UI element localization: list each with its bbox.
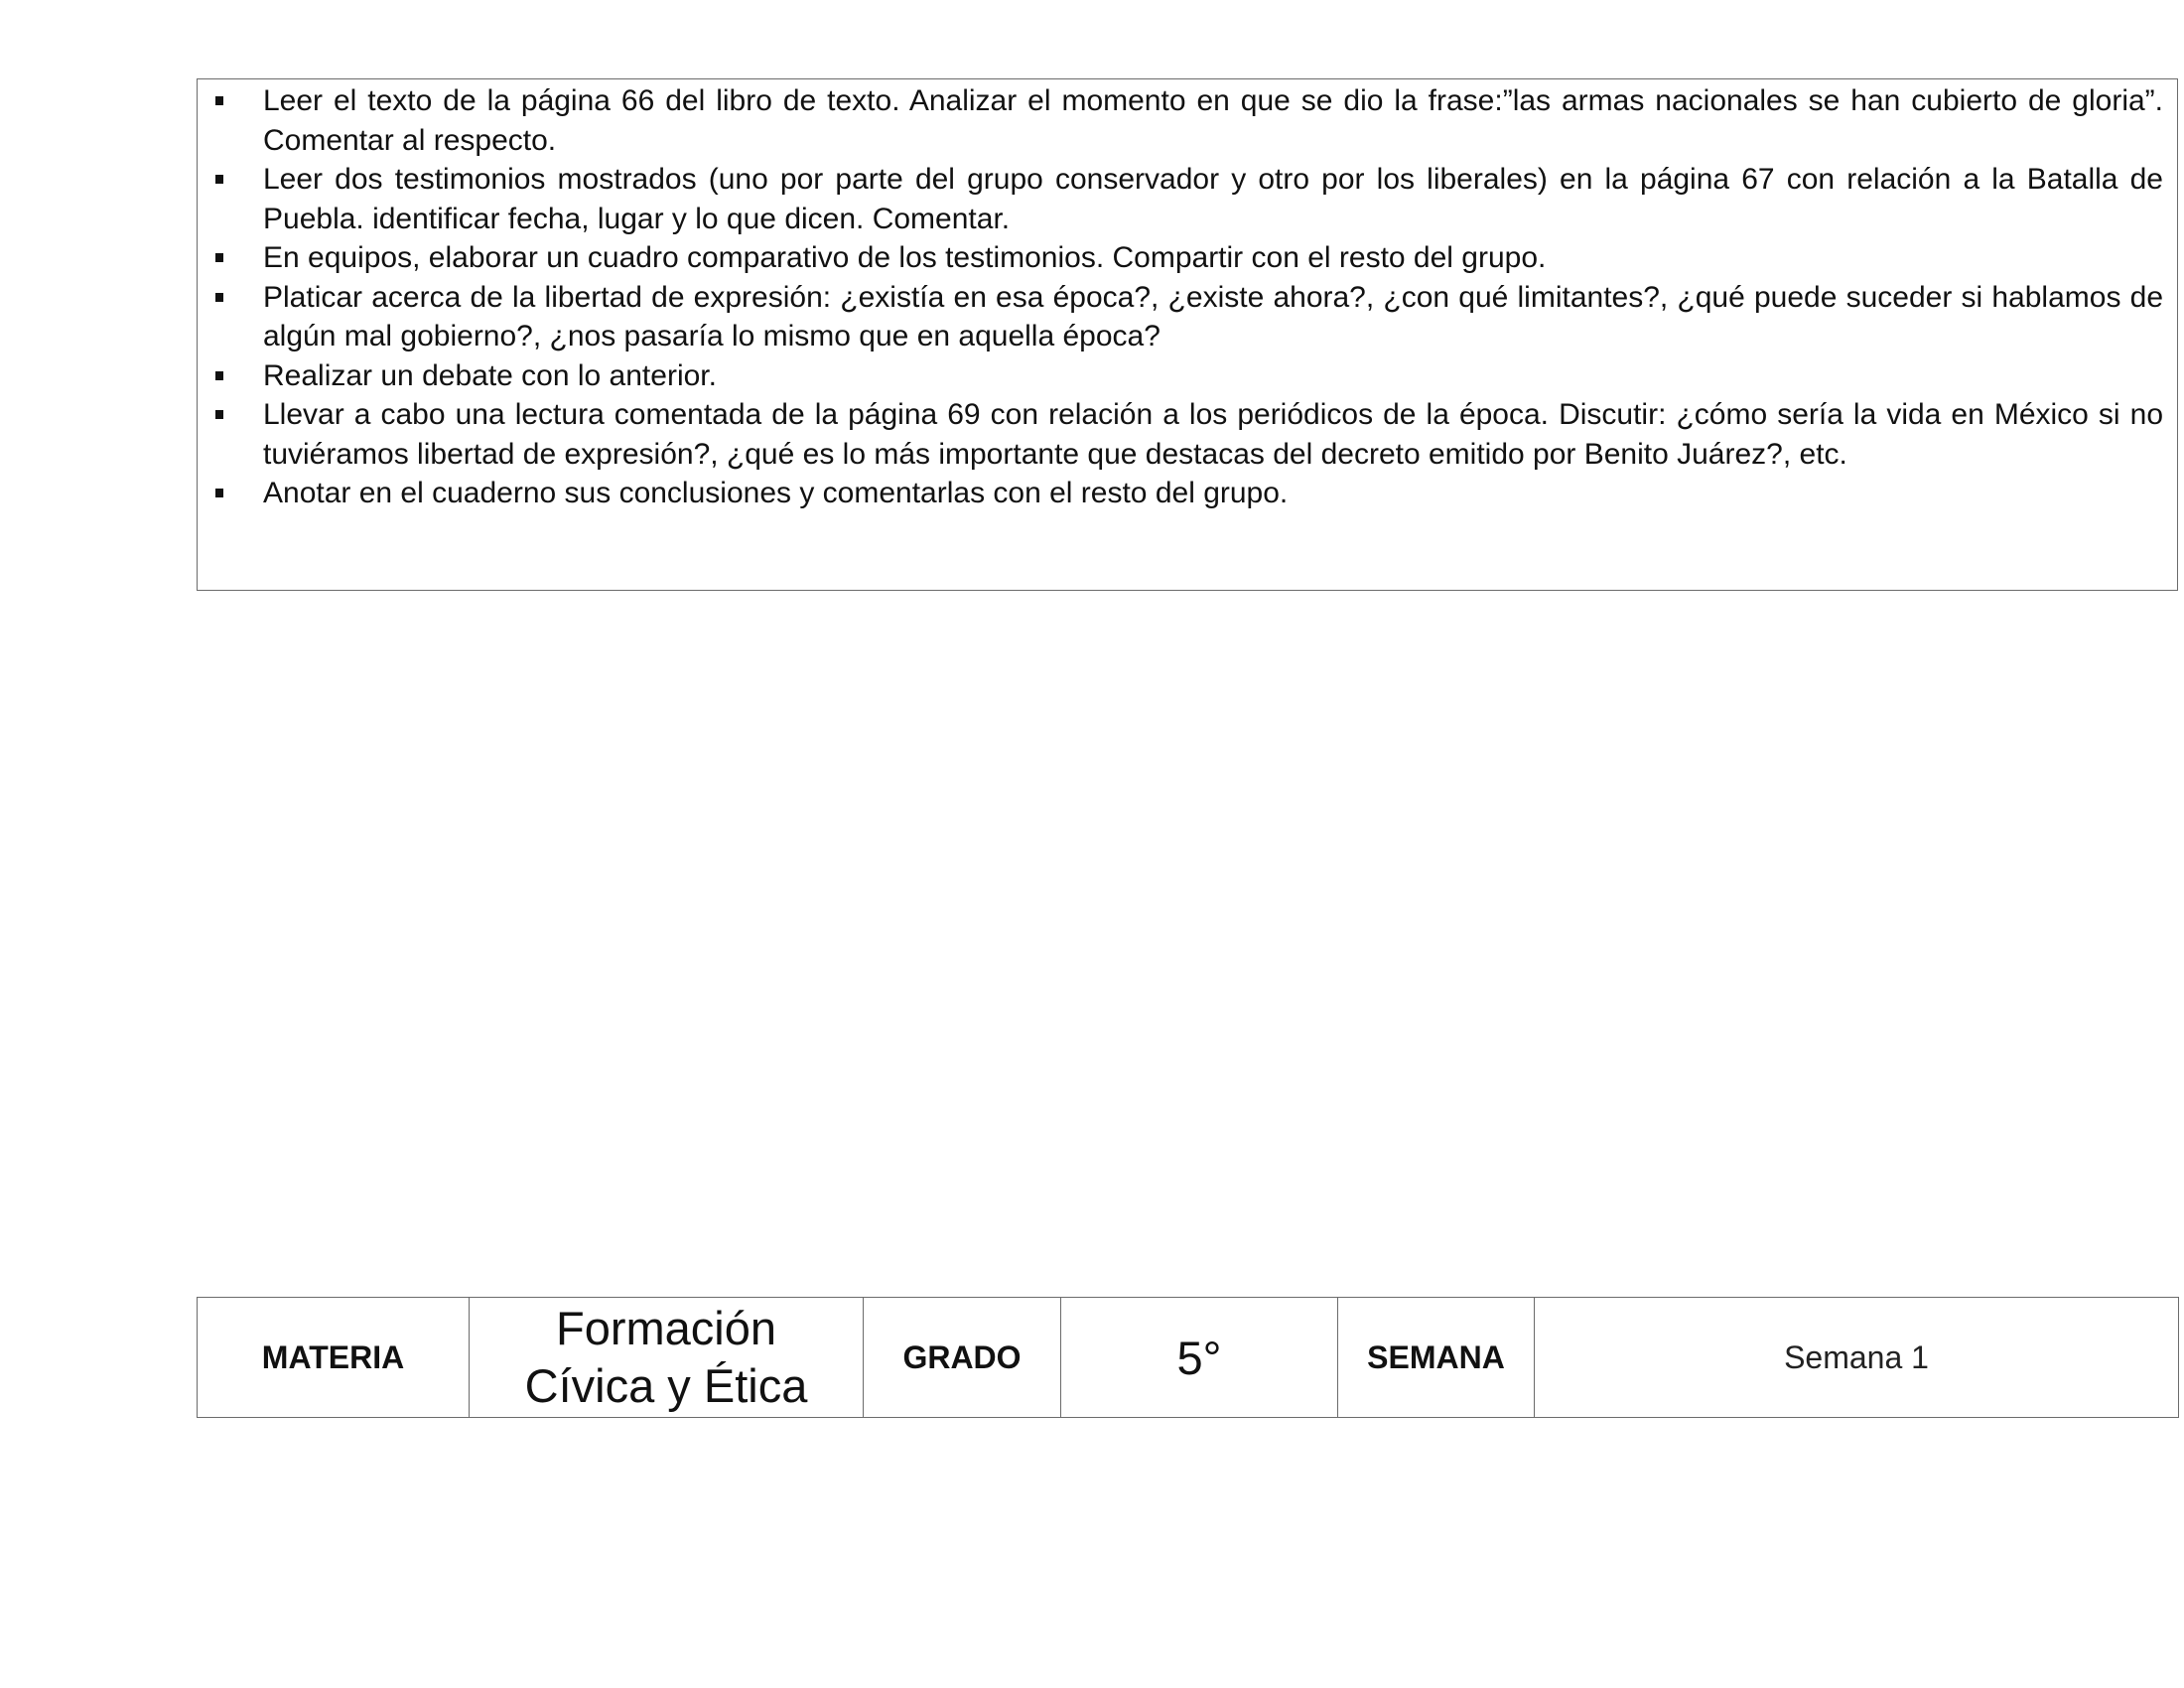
square-bullet-icon [215,253,223,262]
square-bullet-icon [215,410,223,419]
list-item [215,278,2163,356]
list-item [215,238,2163,278]
activity-text: Leer dos testimonios mostrados (uno por parte del grupo conservador y otro por los liberales) en la página 67 con relación a la Batalla de Puebla. identificar fecha, lugar y lo que dicen. Comentar. [263,163,2163,235]
square-bullet-icon [215,371,223,380]
list-item [215,160,2163,238]
list-item [215,395,2163,474]
materia-value-line2: Cívica y Ética [524,1359,808,1412]
activity-text: Anotar en el cuaderno sus conclusiones y comentarlas con el resto del grupo. [263,477,1289,509]
grado-label: GRADO [864,1298,1061,1418]
list-item [215,474,2163,513]
materia-label: MATERIA [198,1298,470,1418]
square-bullet-icon [215,293,223,302]
list-item [215,356,2163,396]
semana-label: SEMANA [1338,1298,1535,1418]
semana-value: Semana 1 [1535,1298,2179,1418]
grado-value: 5° [1061,1298,1338,1418]
list-item [215,81,2163,160]
materia-value [470,1298,864,1418]
activity-text: Llevar a cabo una lectura comentada de la página 69 con relación a los periódicos de la época. Discutir: ¿cómo sería la vida en México si no tuviéramos libertad de expresión?, ¿qué es lo más importante que destacas del decreto emitido por Benito Juárez?, etc. [263,398,2163,471]
materia-value-line1: Formación [555,1302,776,1354]
activities-list [215,81,2163,513]
square-bullet-icon [215,96,223,105]
square-bullet-icon [215,175,223,184]
activity-text: Realizar un debate con lo anterior. [263,358,717,392]
square-bullet-icon [215,489,223,497]
activity-text: En equipos, elaborar un cuadro comparativo de los testimonios. Compartir con el resto del grupo. [263,241,1547,274]
subject-info-table [197,1297,2179,1418]
activity-text: Leer el texto de la página 66 del libro de texto. Analizar el momento en que se dio la frase:”las armas nacionales se han cubierto de gloria”. Comentar al respecto. [263,84,2163,157]
activity-text: Platicar acerca de la libertad de expresión: ¿existía en esa época?, ¿existe ahora?, ¿con qué limitantes?, ¿qué puede suceder si hablamos de algún mal gobierno?, ¿nos pasaría lo mismo que en aquella época? [263,280,2163,352]
table-row [198,1298,2179,1418]
activities-box [197,78,2178,591]
